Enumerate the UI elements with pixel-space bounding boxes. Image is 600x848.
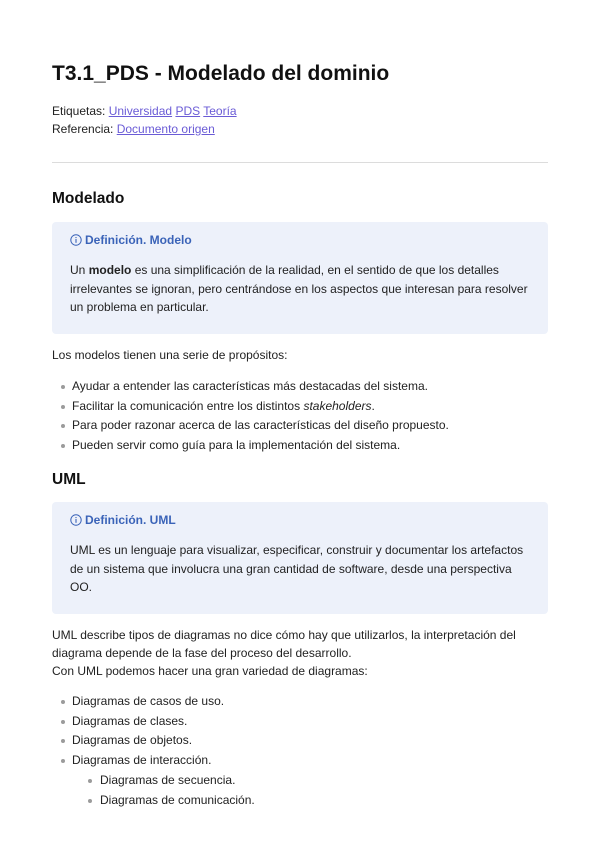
- callout-body: Un modelo es una simplificación de la realidad, en el sentido de que los detalles irrelevantes se ignoran, pero centrándose en los aspectos que interesan para resolver un problema en particular.: [70, 263, 528, 314]
- divider: [52, 162, 548, 163]
- tag-link-pds[interactable]: PDS: [175, 104, 201, 118]
- list-item: Para poder razonar acerca de las características del diseño propuesto.: [52, 416, 548, 436]
- bullet-list-purposes: [52, 377, 548, 456]
- list-item: Diagramas de objetos.: [52, 731, 548, 751]
- tag-link-teoria[interactable]: Teoría: [203, 104, 237, 118]
- tags-label: Etiquetas:: [52, 104, 106, 118]
- reference-row: [52, 122, 215, 136]
- page-title: T3.1_PDS - Modelado del dominio: [52, 62, 390, 85]
- section-heading-uml: UML: [52, 471, 86, 488]
- bold-term: modelo: [88, 263, 132, 277]
- info-icon: [70, 234, 82, 246]
- tags-row: [52, 104, 237, 118]
- paragraph: Los modelos tienen una serie de propósitos:: [52, 348, 288, 362]
- paragraph: UML describe tipos de diagramas no dice cómo hay que utilizarlos, la interpretación del diagrama depende de la fase del proceso del desarrollo. Con UML podemos hacer una gran variedad de diagramas:: [52, 628, 516, 678]
- list-item: Diagramas de clases.: [52, 712, 548, 732]
- callout-title: Definición. UML: [85, 513, 176, 527]
- list-item: Ayudar a entender las características más destacadas del sistema.: [52, 377, 548, 397]
- list-item: Facilitar la comunicación entre los distintos stakeholders.: [52, 397, 548, 417]
- section-heading-modelado: Modelado: [52, 190, 125, 207]
- callout-body: UML es un lenguaje para visualizar, especificar, construir y documentar los artefactos de un sistema que involucra una gran cantidad de software, desde una perspectiva OO.: [70, 543, 524, 594]
- reference-link[interactable]: Documento origen: [116, 122, 215, 136]
- reference-label: Referencia:: [52, 122, 114, 136]
- callout-title: Definición. Modelo: [85, 233, 192, 247]
- definition-callout-uml: [52, 502, 548, 614]
- list-item: Diagramas de comunicación.: [52, 791, 548, 811]
- nested-bullet-list: [52, 771, 548, 810]
- info-icon: [70, 514, 82, 526]
- tag-link-universidad[interactable]: Universidad: [108, 104, 173, 118]
- list-item: Diagramas de interacción.: [52, 751, 548, 771]
- list-item: Diagramas de casos de uso.: [52, 692, 548, 712]
- list-item: Diagramas de secuencia.: [52, 771, 548, 791]
- definition-callout-modelo: [52, 222, 548, 334]
- bullet-list-diagrams: [52, 692, 548, 810]
- list-item: Pueden servir como guía para la implementación del sistema.: [52, 436, 548, 456]
